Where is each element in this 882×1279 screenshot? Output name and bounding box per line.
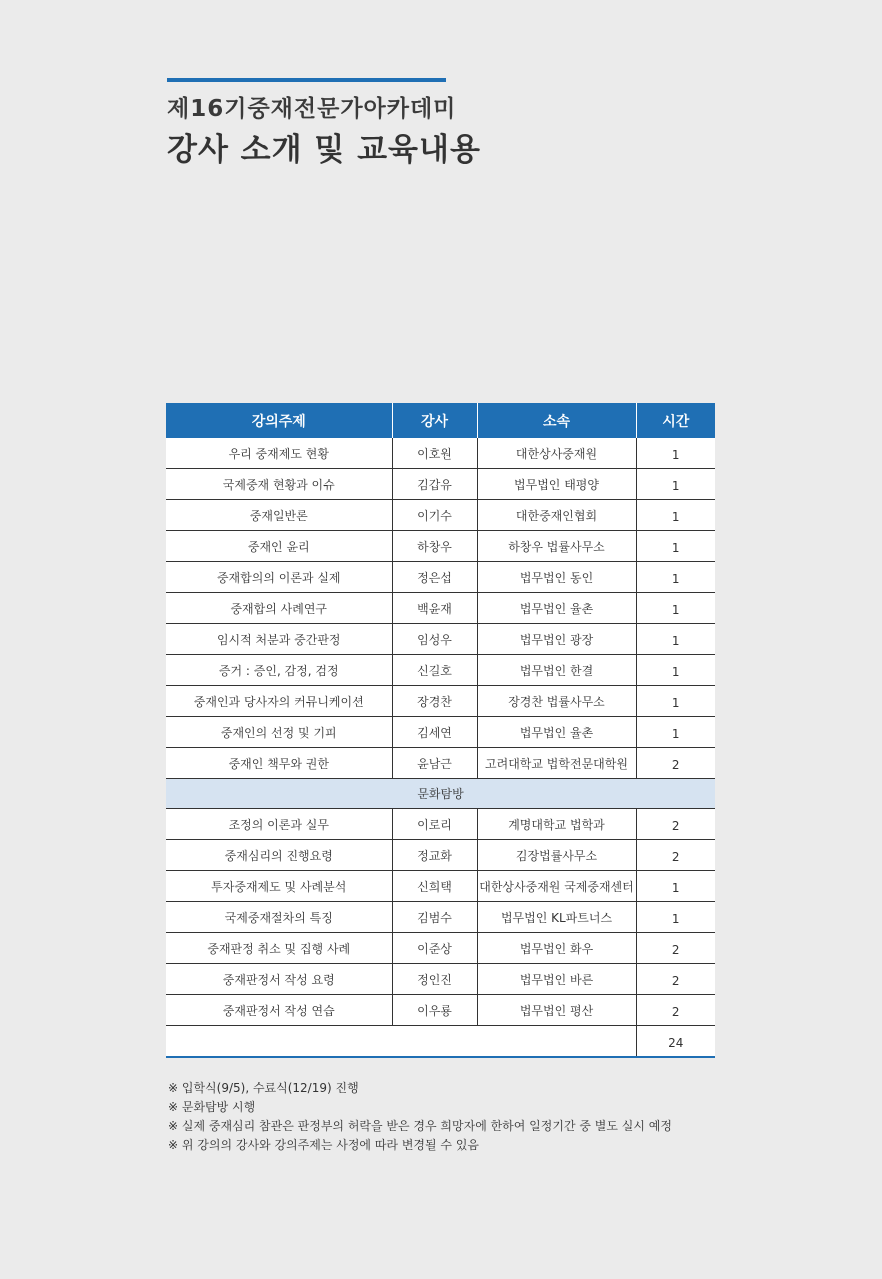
lecturer-cell: 이로리 — [392, 809, 477, 840]
affiliation-cell: 법무법인 율촌 — [477, 593, 636, 624]
topic-cell: 중재합의의 이론과 실제 — [166, 562, 392, 593]
course-table — [166, 403, 715, 1058]
affiliation-cell: 법무법인 한결 — [477, 655, 636, 686]
hours-cell: 2 — [636, 933, 715, 964]
lecturer-cell: 윤남근 — [392, 748, 477, 779]
table-row — [166, 438, 715, 469]
topic-cell: 중재인 윤리 — [166, 531, 392, 562]
table-row — [166, 809, 715, 840]
table-row — [166, 871, 715, 902]
lecturer-cell: 임성우 — [392, 624, 477, 655]
col-header-lecturer: 강사 — [392, 403, 477, 438]
hours-cell: 1 — [636, 531, 715, 562]
affiliation-cell: 고려대학교 법학전문대학원 — [477, 748, 636, 779]
topic-cell: 증거 : 증인, 감정, 검정 — [166, 655, 392, 686]
hours-cell: 1 — [636, 624, 715, 655]
page-title-line1: 제16기중재전문가아카데미 — [167, 96, 457, 122]
notes — [168, 1079, 672, 1155]
lecturer-cell: 김세연 — [392, 717, 477, 748]
hours-cell: 1 — [636, 593, 715, 624]
affiliation-cell: 법무법인 광장 — [477, 624, 636, 655]
affiliation-cell: 법무법인 태평양 — [477, 469, 636, 500]
total-row — [166, 1026, 715, 1058]
table-row — [166, 902, 715, 933]
table-row — [166, 686, 715, 717]
affiliation-cell: 김장법률사무소 — [477, 840, 636, 871]
table-row — [166, 748, 715, 779]
page-title-line2: 강사 소개 및 교육내용 — [167, 132, 481, 168]
topic-cell: 중재판정 취소 및 집행 사례 — [166, 933, 392, 964]
hours-cell: 1 — [636, 686, 715, 717]
lecturer-cell: 하창우 — [392, 531, 477, 562]
hours-cell: 2 — [636, 840, 715, 871]
table-row — [166, 995, 715, 1026]
affiliation-cell: 대한중재인협회 — [477, 500, 636, 531]
lecturer-cell: 김갑유 — [392, 469, 477, 500]
affiliation-cell: 하창우 법률사무소 — [477, 531, 636, 562]
topic-cell: 중재판정서 작성 연습 — [166, 995, 392, 1026]
hours-cell: 2 — [636, 809, 715, 840]
affiliation-cell: 법무법인 동인 — [477, 562, 636, 593]
affiliation-cell: 법무법인 KL파트너스 — [477, 902, 636, 933]
topic-cell: 중재심리의 진행요령 — [166, 840, 392, 871]
topic-cell: 조정의 이론과 실무 — [166, 809, 392, 840]
table-row — [166, 840, 715, 871]
lecturer-cell: 신희택 — [392, 871, 477, 902]
topic-cell: 임시적 처분과 중간판정 — [166, 624, 392, 655]
col-header-hours: 시간 — [636, 403, 715, 438]
affiliation-cell: 대한상사중재원 국제중재센터 — [477, 871, 636, 902]
topic-cell: 중재판정서 작성 요령 — [166, 964, 392, 995]
lecturer-cell: 정인진 — [392, 964, 477, 995]
topic-cell: 중재인과 당사자의 커뮤니케이션 — [166, 686, 392, 717]
table-row — [166, 593, 715, 624]
hours-cell: 1 — [636, 717, 715, 748]
topic-cell: 투자중재제도 및 사례분석 — [166, 871, 392, 902]
lecturer-cell: 이기수 — [392, 500, 477, 531]
topic-cell: 국제중재절차의 특징 — [166, 902, 392, 933]
topic-cell: 중재합의 사례연구 — [166, 593, 392, 624]
affiliation-cell: 법무법인 율촌 — [477, 717, 636, 748]
lecturer-cell: 이우룡 — [392, 995, 477, 1026]
hours-cell: 2 — [636, 748, 715, 779]
affiliation-cell: 대한상사중재원 — [477, 438, 636, 469]
lecturer-cell: 김범수 — [392, 902, 477, 933]
note-item: ※ 입학식(9/5), 수료식(12/19) 진행 — [168, 1081, 359, 1095]
note-item: ※ 위 강의의 강사와 강의주제는 사정에 따라 변경될 수 있음 — [168, 1138, 480, 1152]
break-row — [166, 779, 715, 809]
affiliation-cell: 법무법인 평산 — [477, 995, 636, 1026]
hours-cell: 1 — [636, 562, 715, 593]
lecturer-cell: 장경찬 — [392, 686, 477, 717]
table-row — [166, 562, 715, 593]
hours-cell: 1 — [636, 871, 715, 902]
lecturer-cell: 이준상 — [392, 933, 477, 964]
affiliation-cell: 장경찬 법률사무소 — [477, 686, 636, 717]
lecturer-cell: 이호원 — [392, 438, 477, 469]
table-row — [166, 717, 715, 748]
title-rule — [167, 78, 446, 82]
affiliation-cell: 계명대학교 법학과 — [477, 809, 636, 840]
topic-cell: 중재일반론 — [166, 500, 392, 531]
hours-cell: 1 — [636, 438, 715, 469]
hours-cell: 1 — [636, 902, 715, 933]
note-item: ※ 실제 중재심리 참관은 판정부의 허락을 받은 경우 희망자에 한하여 일정기간 중 별도 실시 예정 — [168, 1119, 672, 1133]
hours-cell: 1 — [636, 469, 715, 500]
table-row — [166, 531, 715, 562]
table-row — [166, 624, 715, 655]
topic-cell: 국제중재 현황과 이슈 — [166, 469, 392, 500]
lecturer-cell: 백윤재 — [392, 593, 477, 624]
table-row — [166, 469, 715, 500]
lecturer-cell: 신길호 — [392, 655, 477, 686]
hours-cell: 2 — [636, 964, 715, 995]
break-label: 문화탐방 — [166, 779, 715, 809]
affiliation-cell: 법무법인 바른 — [477, 964, 636, 995]
table-header-row — [166, 403, 715, 438]
topic-cell: 중재인 책무와 권한 — [166, 748, 392, 779]
col-header-affiliation: 소속 — [477, 403, 636, 438]
topic-cell: 중재인의 선정 및 기피 — [166, 717, 392, 748]
table-row — [166, 500, 715, 531]
table-row — [166, 655, 715, 686]
total-spacer — [166, 1026, 636, 1058]
col-header-topic: 강의주제 — [166, 403, 392, 438]
lecturer-cell: 정은섭 — [392, 562, 477, 593]
lecturer-cell: 정교화 — [392, 840, 477, 871]
table-row — [166, 933, 715, 964]
hours-cell: 1 — [636, 655, 715, 686]
table-row — [166, 964, 715, 995]
hours-cell: 2 — [636, 995, 715, 1026]
total-hours: 24 — [636, 1026, 715, 1058]
note-item: ※ 문화탐방 시행 — [168, 1100, 256, 1114]
hours-cell: 1 — [636, 500, 715, 531]
topic-cell: 우리 중재제도 현황 — [166, 438, 392, 469]
affiliation-cell: 법무법인 화우 — [477, 933, 636, 964]
